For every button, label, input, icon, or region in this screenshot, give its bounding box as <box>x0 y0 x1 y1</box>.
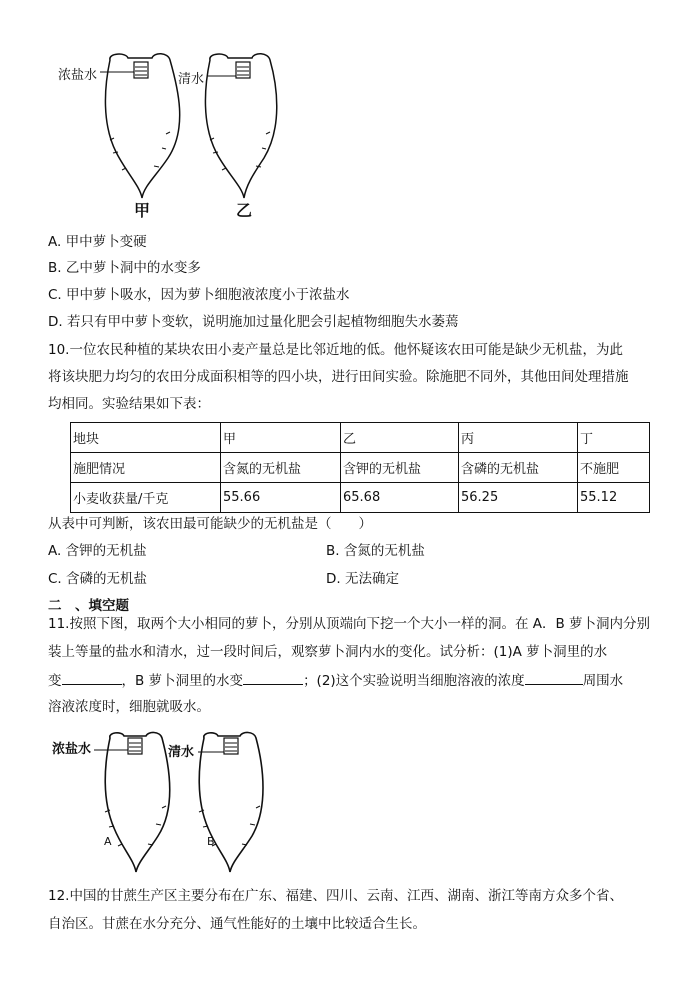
q11-text-part: ，B 萝卜洞里的水变 <box>121 673 244 689</box>
table-cell: 55.66 <box>221 483 341 513</box>
table-cell: 含氮的无机盐 <box>221 453 341 483</box>
q11-text-part: 变 <box>48 673 62 689</box>
table-cell: 地块 <box>71 423 221 453</box>
q9-option-a: A. 甲中萝卜变硬 <box>48 234 147 250</box>
table-cell: 小麦收获量/千克 <box>71 483 221 513</box>
q9-option-d: D. 若只有甲中萝卜变软，说明施加过量化肥会引起植物细胞失水萎蔫 <box>48 314 459 330</box>
q10-option-b: B. 含氮的无机盐 <box>326 543 425 559</box>
table-row <box>71 423 650 453</box>
table-cell: 甲 <box>221 423 341 453</box>
table-cell: 不施肥 <box>578 453 650 483</box>
label-brine: 浓盐水 <box>58 68 98 83</box>
radish-drawing-2 <box>92 728 272 876</box>
caption-b: B <box>207 835 215 848</box>
table-cell: 65.68 <box>341 483 459 513</box>
q11-stem-line2: 装上等量的盐水和清水，过一段时间后，观察萝卜洞内水的变化。试分析：(1)A 萝卜洞里的水 <box>48 644 608 660</box>
table-cell: 55.12 <box>578 483 650 513</box>
results-table <box>70 422 650 513</box>
q9-option-b: B. 乙中萝卜洞中的水变多 <box>48 260 201 276</box>
q10-stem-line2: 将该块肥力均匀的农田分成面积相等的四小块，进行田间实验。除施肥不同外，其他田间处理措施 <box>48 369 629 385</box>
q11-text-part: ；(2)这个实验说明当细胞溶液的浓度 <box>303 673 525 689</box>
q12-stem-line1: 12.中国的甘蔗生产区主要分布在广东、福建、四川、云南、江西、湖南、浙江等南方众多个省、 <box>48 888 623 904</box>
q11-blank-3[interactable] <box>525 670 583 685</box>
table-row <box>71 483 650 513</box>
q11-blank-1[interactable] <box>62 670 122 685</box>
q10-option-a: A. 含钾的无机盐 <box>48 543 147 559</box>
label-brine-2: 浓盐水 <box>52 742 92 757</box>
q11-stem-line1: 11.按照下图，取两个大小相同的萝卜，分别从顶端向下挖一个大小一样的洞。在 A．B 萝卜洞内分别 <box>48 616 651 632</box>
table-row <box>71 453 650 483</box>
table-cell: 56.25 <box>459 483 578 513</box>
q11-stem-line3 <box>48 670 623 691</box>
caption-a: A <box>104 835 112 848</box>
q10-question: 从表中可判断，该农田最可能缺少的无机盐是（ ） <box>48 516 372 532</box>
table-cell: 丁 <box>578 423 650 453</box>
label-fresh-water: 清水 <box>178 72 205 87</box>
table-cell: 乙 <box>341 423 459 453</box>
q10-option-d: D. 无法确定 <box>326 571 399 587</box>
q11-text-part: 周围水 <box>582 673 624 689</box>
table-cell: 施肥情况 <box>71 453 221 483</box>
table-cell: 丙 <box>459 423 578 453</box>
q10-stem-line1: 10.一位农民种植的某块农田小麦产量总是比邻近地的低。他怀疑该农田可能是缺少无机盐，为此 <box>48 342 623 358</box>
q10-option-c: C. 含磷的无机盐 <box>48 571 148 587</box>
table-cell: 含磷的无机盐 <box>459 453 578 483</box>
q11-stem-line4: 溶液浓度时，细胞就吸水。 <box>48 699 210 715</box>
caption-jia: 甲 <box>134 201 151 220</box>
q12-stem-line2: 自治区。甘蔗在水分充分、通气性能好的土壤中比较适合生长。 <box>48 916 426 932</box>
q9-option-c: C. 甲中萝卜吸水，因为萝卜细胞液浓度小于浓盐水 <box>48 287 350 303</box>
caption-yi: 乙 <box>236 201 253 220</box>
label-fresh-water-2: 清水 <box>168 745 195 760</box>
radish-drawing-1 <box>96 48 286 213</box>
q11-blank-2[interactable] <box>243 670 303 685</box>
table-cell: 含钾的无机盐 <box>341 453 459 483</box>
section-title-fill-in: 二 、填空题 <box>48 598 129 614</box>
q10-stem-line3: 均相同。实验结果如下表： <box>48 396 210 412</box>
